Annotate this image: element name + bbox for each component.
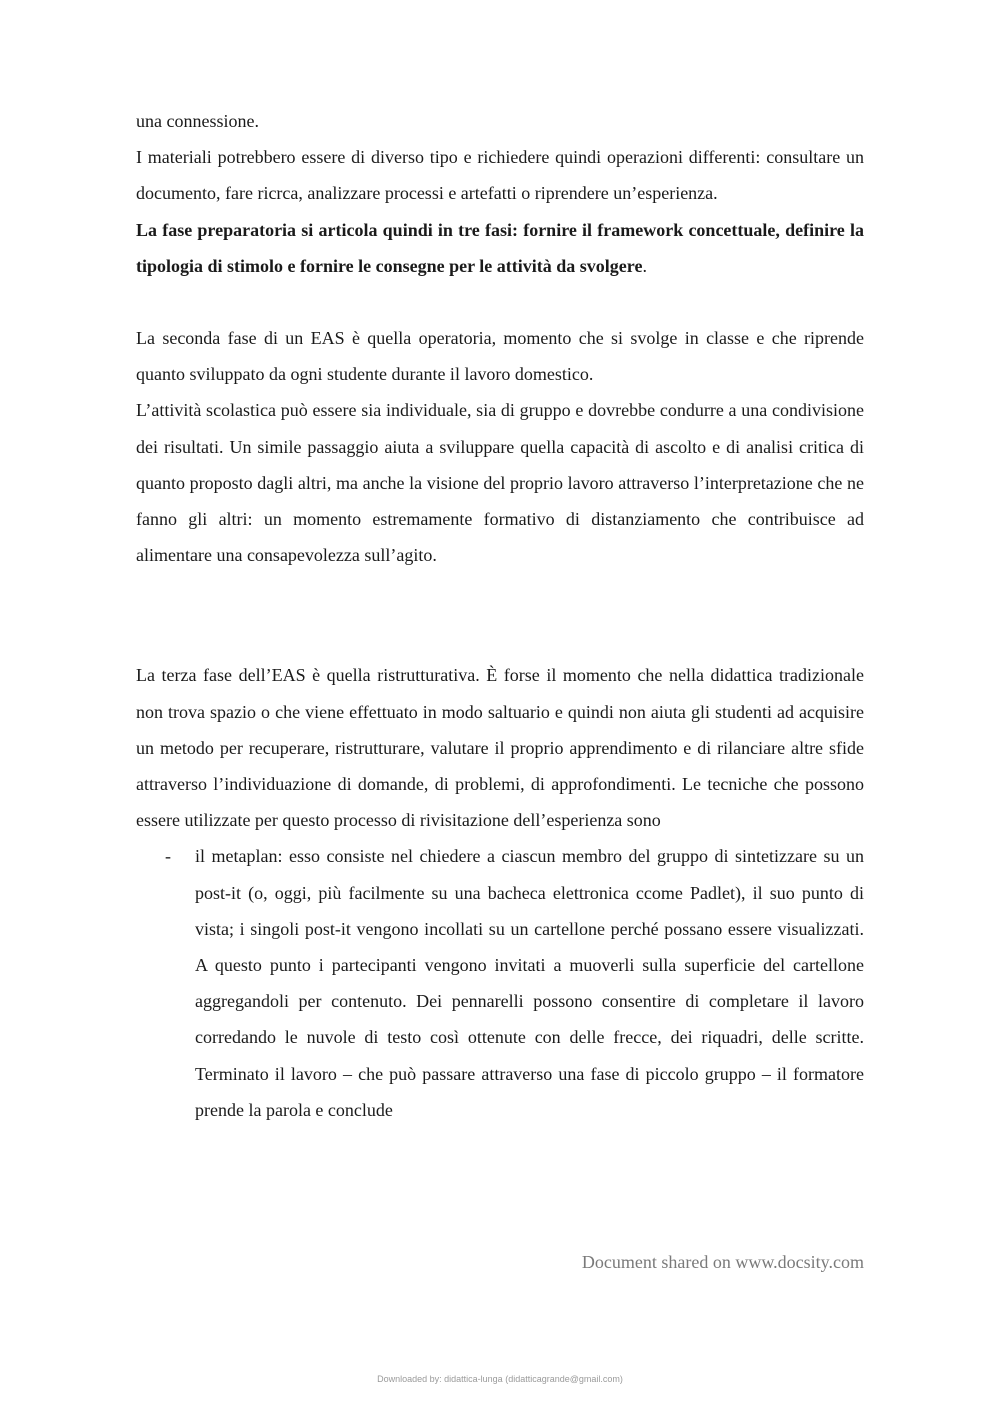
list-item [136,838,864,1128]
paragraph-second-phase: La seconda fase di un EAS è quella operatoria, momento che si svolge in classe e che riprende quanto sviluppato da ogni studente durante il lavoro domestico. [136,328,864,385]
paragraph-intro: una connessione. [136,111,259,131]
paragraph-preparatory-summary [136,212,864,284]
document-body [136,103,864,1128]
paragraph-materials: I materiali potrebbero essere di diverso tipo e richiedere quindi operazioni differenti: consultare un documento, fare ricrca, analizzare processi e artefatti o riprendere un’esperienza. [136,147,864,204]
paragraph-school-activity: L’attività scolastica può essere sia individuale, sia di gruppo e dovrebbe condurre a una condivisione dei risultati. Un simile passaggio aiuta a sviluppare quella capacità di ascolto e di analisi critica di quanto proposto dagli altri, ma anche la visione del proprio lavoro attraverso l’interpretazione che ne fanno gli altri: un momento estremamente formativo di distanziamento che contribuisce ad alimentare una consapevolezza sull’agito. [136,400,864,566]
spacer [136,284,864,320]
dash-bullet-icon: - [165,846,171,867]
download-info: Downloaded by: didattica-lunga (didatticagrande@gmail.com) [377,1374,623,1384]
spacer [136,573,864,657]
summary-period: . [642,255,647,276]
techniques-list [136,838,864,1128]
list-item-text: il metaplan: esso consiste nel chiedere a ciascun membro del gruppo di sintetizzare su un post-it (o, oggi, più facilmente su una bacheca elettronica ccome Padlet), il suo punto di vista; i singoli post-it vengono incollati su un cartellone perché possano essere visualizzati. A questo punto i partecipanti vengono invitati a muoverli sulla superficie del cartellone aggregandoli per contenuto. Dei pennarelli possono consentire di completare il lavoro corredando le nuvole di testo così ottenute con delle frecce, dei riquadri, delle scritte. Terminato il lavoro – che può passare attraverso una fase di piccolo gruppo – il formatore prende la parola e conclude [195,846,864,1120]
paragraph-third-phase: La terza fase dell’EAS è quella ristrutturativa. È forse il momento che nella didattica tradizionale non trova spazio o che viene effettuato in modo saltuario e quindi non aiuta gli studenti ad acquisire un metodo per recuperare, ristrutturare, valutare il proprio apprendimento e di rilanciare altre sfide attraverso l’individuazione di domande, di problemi, di approfondimenti. Le tecniche che possono essere utilizzate per questo processo di rivisitazione dell’esperienza sono [136,665,864,831]
bold-summary-text: La fase preparatoria si articola quindi in tre fasi: fornire il framework concettuale, definire la tipologia di stimolo e fornire le consegne per le attività da svolgere [136,219,864,276]
docsity-watermark: Document shared on www.docsity.com [581,1252,864,1272]
